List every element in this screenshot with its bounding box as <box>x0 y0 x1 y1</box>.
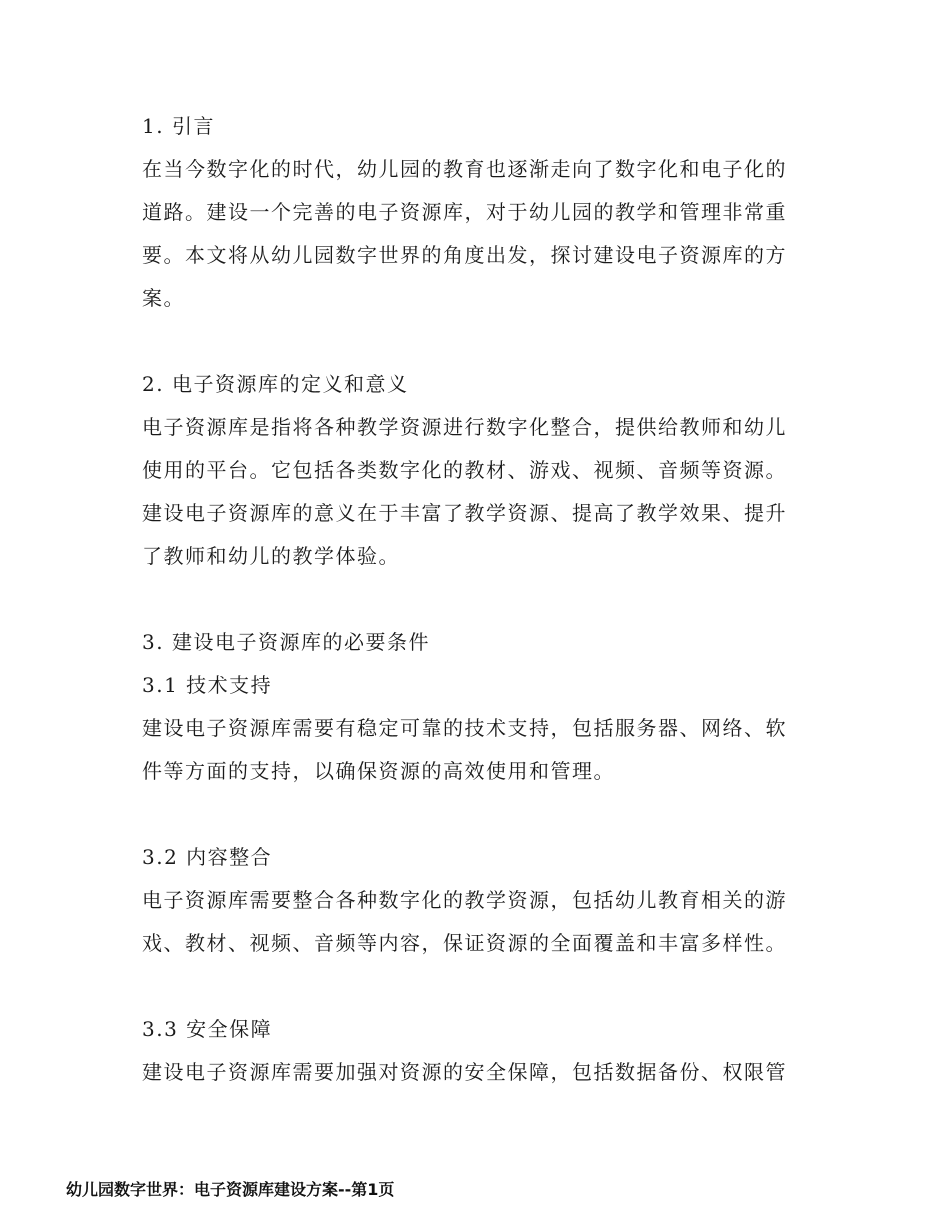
paragraph-line: 建设电子资源库需要加强对资源的安全保障，包括数据备份、权限管 <box>142 1060 787 1084</box>
paragraph-line: 建设电子资源库的意义在于丰富了教学资源、提高了教学效果、提升 <box>142 501 787 525</box>
section-heading-conditions: 3. 建设电子资源库的必要条件 <box>142 630 430 654</box>
subsection-heading-tech: 3.1 技术支持 <box>142 673 273 697</box>
paragraph-line: 道路。建设一个完善的电子资源库，对于幼儿园的教学和管理非常重 <box>142 200 787 224</box>
paragraph-line: 戏、教材、视频、音频等内容，保证资源的全面覆盖和丰富多样性。 <box>142 931 787 955</box>
section-heading-intro: 1. 引言 <box>142 114 215 138</box>
paragraph-line: 要。本文将从幼儿园数字世界的角度出发，探讨建设电子资源库的方 <box>142 243 787 267</box>
paragraph-gap <box>142 965 802 1008</box>
subsection-heading-security: 3.3 安全保障 <box>142 1017 273 1041</box>
paragraph-line: 案。 <box>142 286 185 310</box>
paragraph-gap <box>142 793 802 836</box>
paragraph-line: 建设电子资源库需要有稳定可靠的技术支持，包括服务器、网络、软 <box>142 716 787 740</box>
paragraph-line: 了教师和幼儿的教学体验。 <box>142 544 400 568</box>
paragraph-line: 使用的平台。它包括各类数字化的教材、游戏、视频、音频等资源。 <box>142 458 787 482</box>
document-body <box>142 105 802 1094</box>
subsection-heading-content: 3.2 内容整合 <box>142 845 273 869</box>
paragraph-line: 电子资源库需要整合各种数字化的教学资源，包括幼儿教育相关的游 <box>142 888 787 912</box>
paragraph-line: 电子资源库是指将各种教学资源进行数字化整合，提供给教师和幼儿 <box>142 415 787 439</box>
paragraph-line: 在当今数字化的时代，幼儿园的教育也逐渐走向了数字化和电子化的 <box>142 157 787 181</box>
paragraph-gap <box>142 320 802 363</box>
page-footer: 幼儿园数字世界：电子资源库建设方案--第1页 <box>66 1180 395 1199</box>
paragraph-gap <box>142 578 802 621</box>
paragraph-line: 件等方面的支持，以确保资源的高效使用和管理。 <box>142 759 615 783</box>
section-heading-definition: 2. 电子资源库的定义和意义 <box>142 372 409 396</box>
